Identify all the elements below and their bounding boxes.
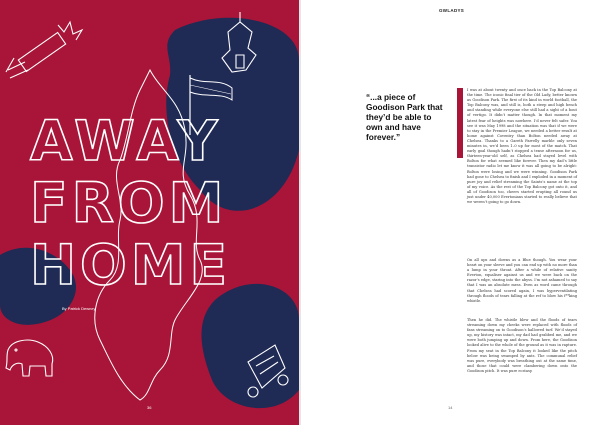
- byline: By Patrick Dewney: [62, 306, 96, 311]
- pull-quote: “...a piece of Goodison Park that they’d be able to own and have forever.”: [366, 92, 443, 142]
- left-page: [0, 0, 299, 425]
- page-number-left: 36: [147, 405, 152, 410]
- paragraph-2: On all ups and downs as a Blue though. You wear your heart on your sleeve and you can end up with no more than a lump in your throat. After a while of relative sanity Everton, equaliser against us and we were back on the razor’s edge, staring into the abyss. I’m not ashamed to say that I was an absolute mess. Even as word came through that Chelsea had scored again, I was hyperventilating through floods of tears falling at the ref to blow his f**king whistle.: [467, 258, 577, 303]
- paragraph-3: Then he did. The whistle blew and the floods of tears streaming down my cheeks were replaced with floods of fans streaming on to Goodison’s hallowed turf. We’d stayed up, my history was intact, my dad had grabbed me, and we were both jumping up and down. From here, the Goodison looked alive to the whole of the ground as it was in rapture. From my seat in the Top Balcony it looked like the pitch below was being swamped by ants. The communal relief was pure, everybody was breathing out at the same time, and those that could were clambering down onto the Goodison pitch. It was pure ecstasy.: [467, 318, 577, 373]
- drop-cap-block: [467, 88, 577, 205]
- drop-cap-bar: [457, 88, 463, 158]
- right-page: [301, 0, 600, 425]
- running-head: GWLADYS: [439, 8, 465, 13]
- headline-line-1: AWAY: [30, 109, 222, 173]
- body-column-1: [467, 88, 577, 205]
- page-number-right: 14: [448, 405, 453, 410]
- elephant-icon: [6, 340, 53, 376]
- firework-icon: [6, 22, 82, 78]
- headline-line-3: HOME: [30, 233, 232, 297]
- headline-line-2: FROM: [30, 171, 228, 235]
- body-column-3: [467, 318, 577, 374]
- paragraph-1: I was at about twenty and once back in the Top Balcony at the time. The iconic final tier of the Old Lady, better known as Goodison Park. The first of its kind in world football, the Top Balcony was, and still is, both a steep and high bench and standing while everyone else still had a sight of a bout of vertigo. It didn’t matter though. In that moment my latest fear of heights was nowhere. I’d never felt safer. You see it was May 1998 and the situation was that if we were to stay in the Premier League, we needed a better result at home against Coventry than Bolton needed away at Chelsea. Thanks to a Gareth Farrelly marble only seven minutes in, we’d been 1–0 up for most of the match. That early goal though hadn’t stopped a tense afternoon for us, thirteen-year-old self, as Chelsea had stayed level with Bolton for what seemed like forever. Then my dad’s little transistor radio let me know it was all going to be alright: Bolton were losing and we were winning. Goodison Park had gone to Chelsea to finish and I exploded in a moment of pure joy and relief streaming the Saints’s name at the top of my voice. As the rest of the Top Balcony got onto it, and all of Goodison too, cheers started erupting all round us just under 40,000 Evertonians started to really believe that we weren’t going to go down.: [467, 88, 577, 205]
- navy-blob-bottom: [201, 284, 299, 408]
- headline: [30, 110, 280, 296]
- body-column-2: [467, 258, 577, 304]
